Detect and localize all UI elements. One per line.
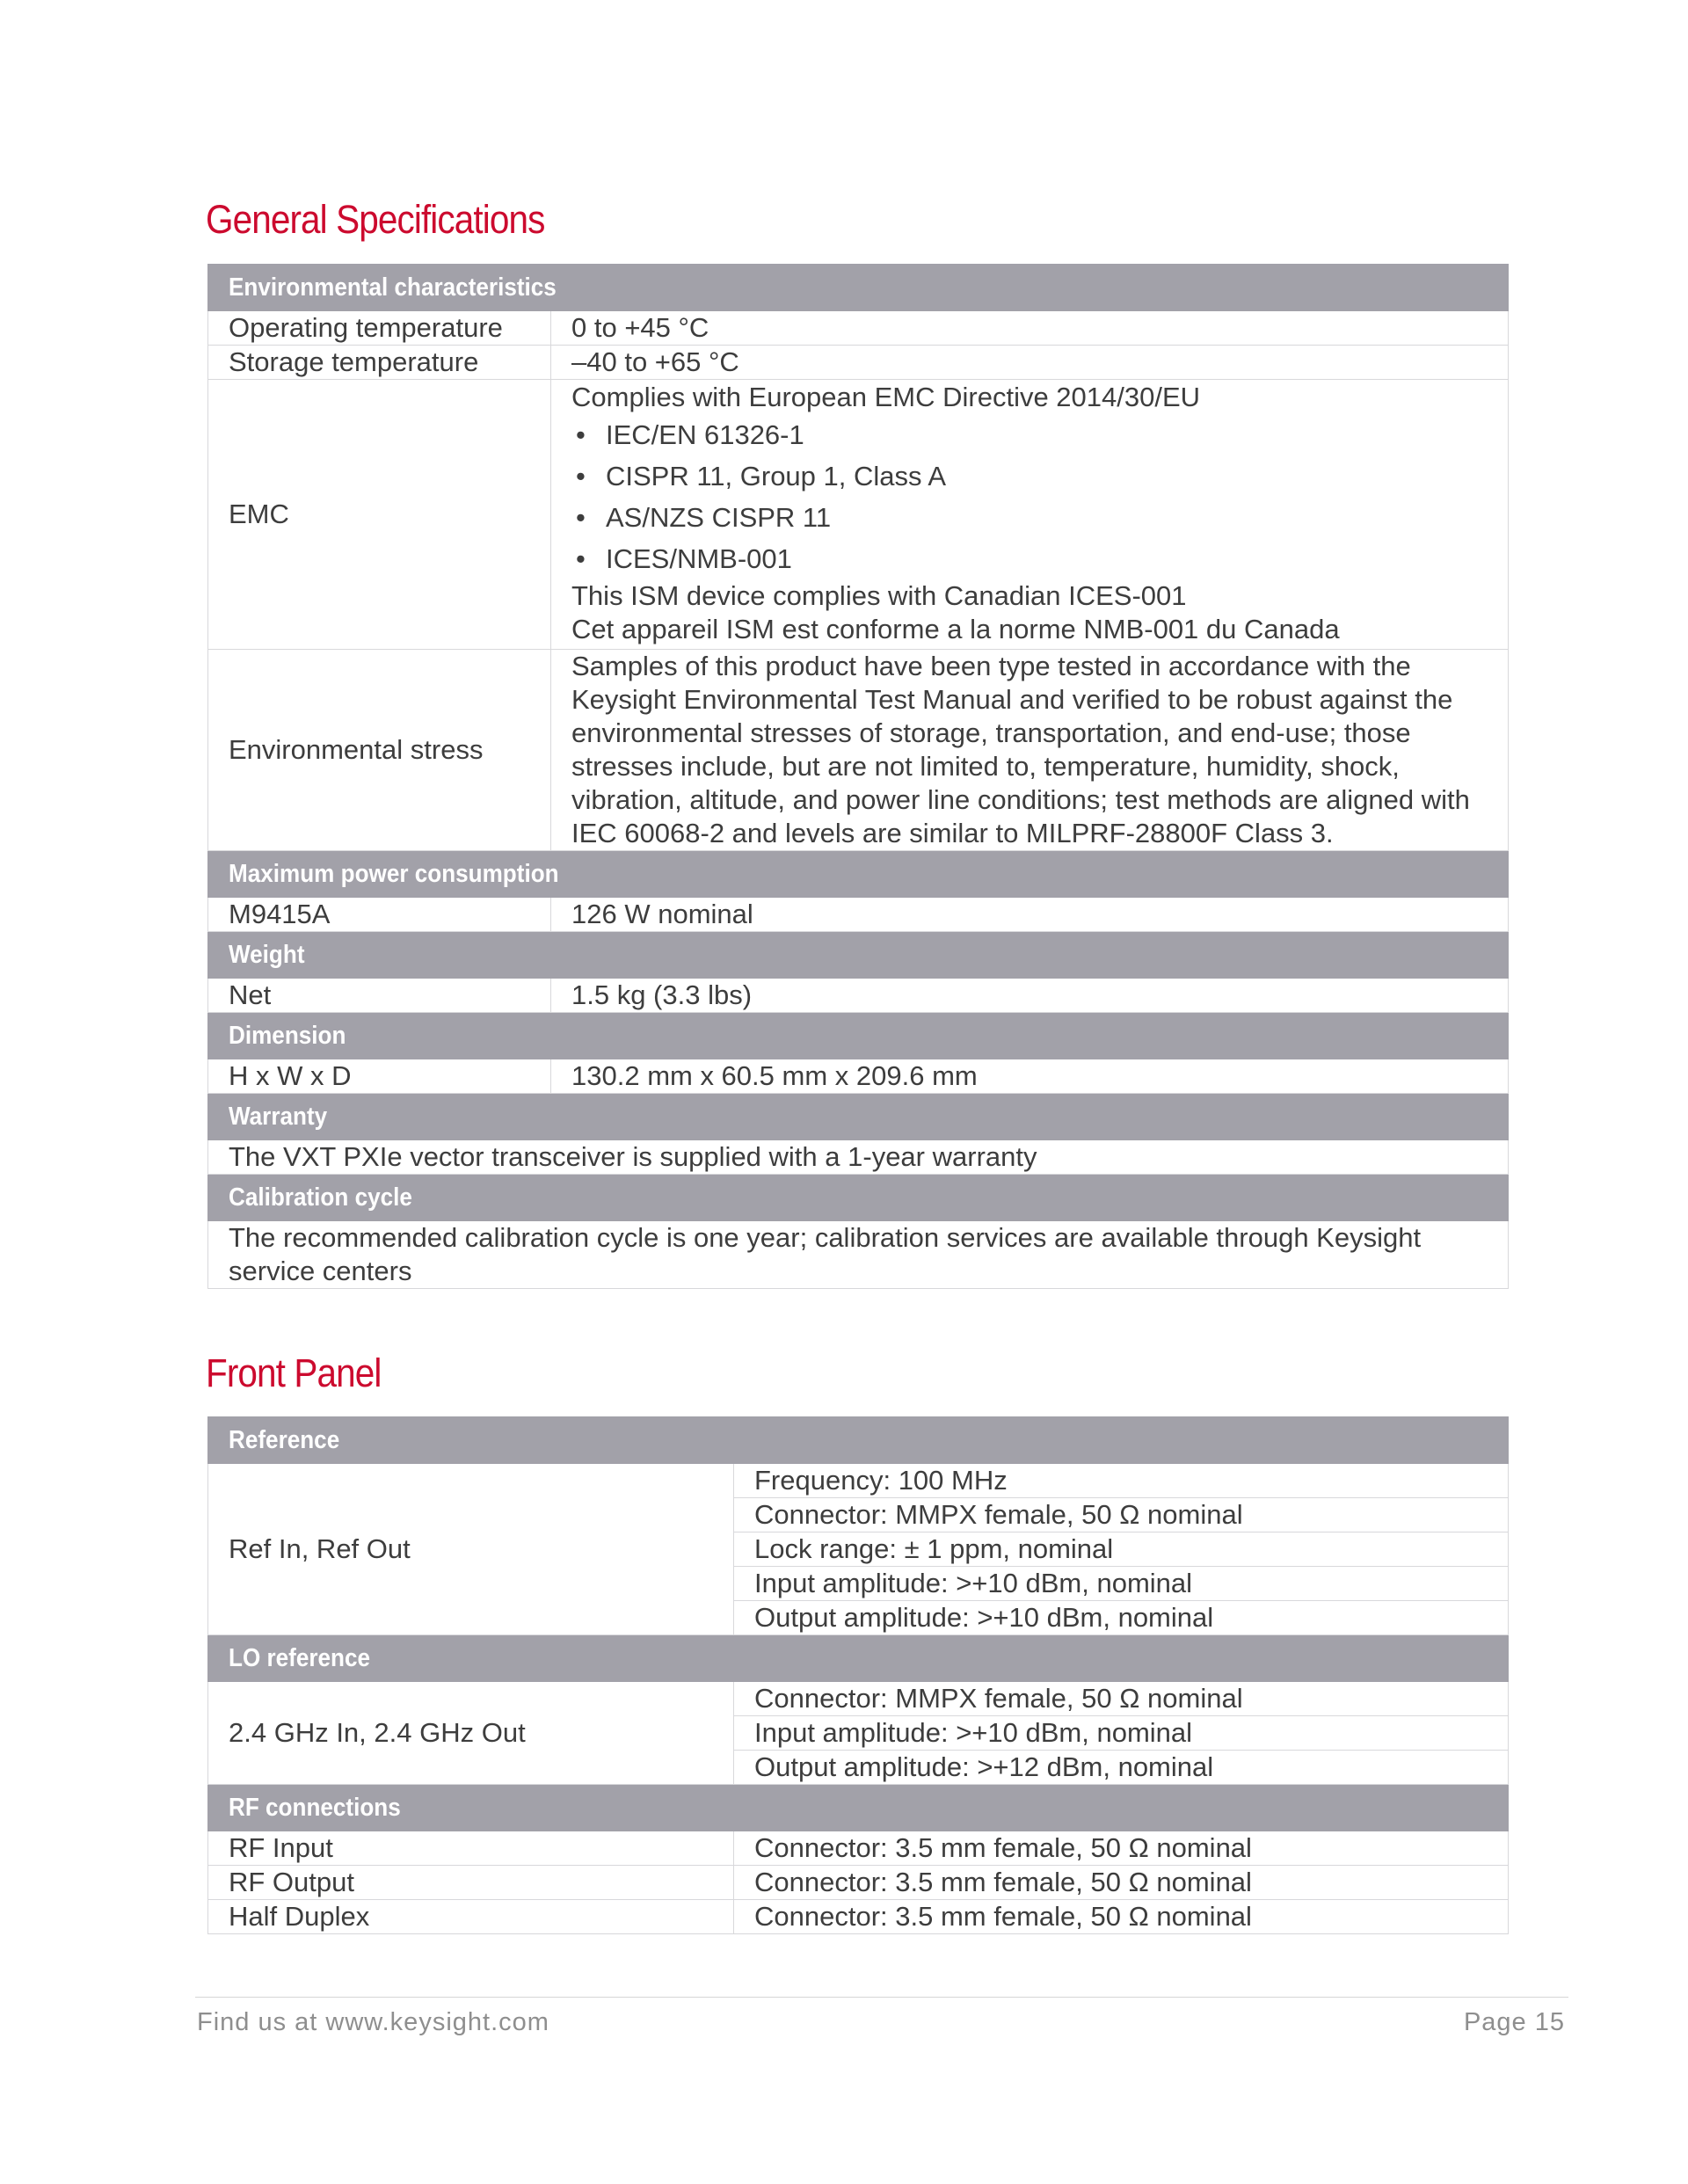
row-value: Frequency: 100 MHz [734,1464,1509,1498]
row-label: M9415A [208,898,551,932]
section-header [208,265,1509,311]
section-header [208,1417,1509,1464]
row-label: Net [208,979,551,1013]
row-value: Connector: 3.5 mm female, 50 Ω nominal [734,1900,1509,1934]
env-header: Environmental characteristics [229,273,557,302]
list-item: • IEC/EN 61326-1 [571,414,1508,455]
row-value: 0 to +45 °C [551,311,1509,346]
warranty-text: The VXT PXIe vector transceiver is supplied with a 1-year warranty [208,1140,1509,1175]
row-label: EMC [208,380,551,650]
table-row [208,1059,1509,1094]
table-row [208,380,1509,650]
section-header [208,1013,1509,1059]
row-label: Environmental stress [208,650,551,851]
row-value: Input amplitude: >+10 dBm, nominal [734,1567,1509,1601]
row-label: RF Input [208,1831,734,1866]
row-value: 1.5 kg (3.3 lbs) [551,979,1509,1013]
emc-line: Cet appareil ISM est conforme a la norme NMB-001 du Canada [571,614,1340,644]
table-row [208,1464,1509,1498]
list-item: • AS/NZS CISPR 11 [571,497,1508,538]
row-value: Input amplitude: >+10 dBm, nominal [734,1716,1509,1751]
general-specifications-title: General Specifications [206,197,545,242]
row-label: Storage temperature [208,346,551,380]
row-value: Connector: MMPX female, 50 Ω nominal [734,1498,1509,1532]
row-value: Samples of this product have been type tested in accordance with the Keysight Environmental Test Manual and verified to be robust against the environmental stresses of storage, transportation, and end-use; those stresses include, but are not limited to, temperature, humidity, shock, vibration, altitude, and power line conditions; test methods are aligned with IEC 60068-2 and levels are similar to MILPRF-28800F Class 3. [551,650,1509,851]
row-value: Lock range: ± 1 ppm, nominal [734,1532,1509,1567]
emc-intro: Complies with European EMC Directive 2014/30/EU [571,382,1201,412]
emc-line: This ISM device complies with Canadian ICES-001 [571,580,1187,611]
row-value: Output amplitude: >+10 dBm, nominal [734,1601,1509,1635]
table-row [208,650,1509,851]
calibration-header: Calibration cycle [229,1183,412,1212]
dimension-header: Dimension [229,1022,346,1050]
section-header [208,851,1509,898]
row-value: Connector: MMPX female, 50 Ω nominal [734,1682,1509,1716]
rf-header: RF connections [229,1794,401,1822]
list-item: • CISPR 11, Group 1, Class A [571,455,1508,497]
reference-header: Reference [229,1426,340,1454]
emc-value-cell [551,380,1509,650]
row-value: 126 W nominal [551,898,1509,932]
row-value: Connector: 3.5 mm female, 50 Ω nominal [734,1831,1509,1866]
row-value: 130.2 mm x 60.5 mm x 209.6 mm [551,1059,1509,1094]
footer-link[interactable]: Find us at www.keysight.com [197,2008,549,2036]
row-label: H x W x D [208,1059,551,1094]
front-panel-title: Front Panel [206,1350,382,1395]
table-row [208,1831,1509,1866]
calibration-text: The recommended calibration cycle is one year; calibration services are available through Keysight service centers [208,1221,1509,1289]
table-row [208,1140,1509,1175]
weight-header: Weight [229,941,305,969]
row-value: –40 to +65 °C [551,346,1509,380]
section-header [208,932,1509,979]
power-header: Maximum power consumption [229,860,559,888]
row-label: Operating temperature [208,311,551,346]
row-value: Output amplitude: >+12 dBm, nominal [734,1751,1509,1785]
table-row [208,898,1509,932]
page-number: Page 15 [1463,2008,1565,2036]
table-row [208,979,1509,1013]
section-header [208,1785,1509,1831]
table-row [208,1900,1509,1934]
row-value: Connector: 3.5 mm female, 50 Ω nominal [734,1866,1509,1900]
table-row [208,1866,1509,1900]
list-item: • ICES/NMB-001 [571,538,1508,579]
general-specifications-table [207,264,1509,1289]
section-header [208,1175,1509,1221]
table-row [208,311,1509,346]
section-header [208,1094,1509,1140]
row-label: RF Output [208,1866,734,1900]
warranty-header: Warranty [229,1103,328,1131]
row-label: Ref In, Ref Out [208,1464,734,1635]
lo-header: LO reference [229,1644,371,1672]
section-header [208,1635,1509,1682]
row-label: Half Duplex [208,1900,734,1934]
row-label: 2.4 GHz In, 2.4 GHz Out [208,1682,734,1785]
table-row [208,346,1509,380]
front-panel-table [207,1416,1509,1934]
footer-divider [195,1997,1568,1998]
table-row [208,1221,1509,1289]
table-row [208,1682,1509,1716]
